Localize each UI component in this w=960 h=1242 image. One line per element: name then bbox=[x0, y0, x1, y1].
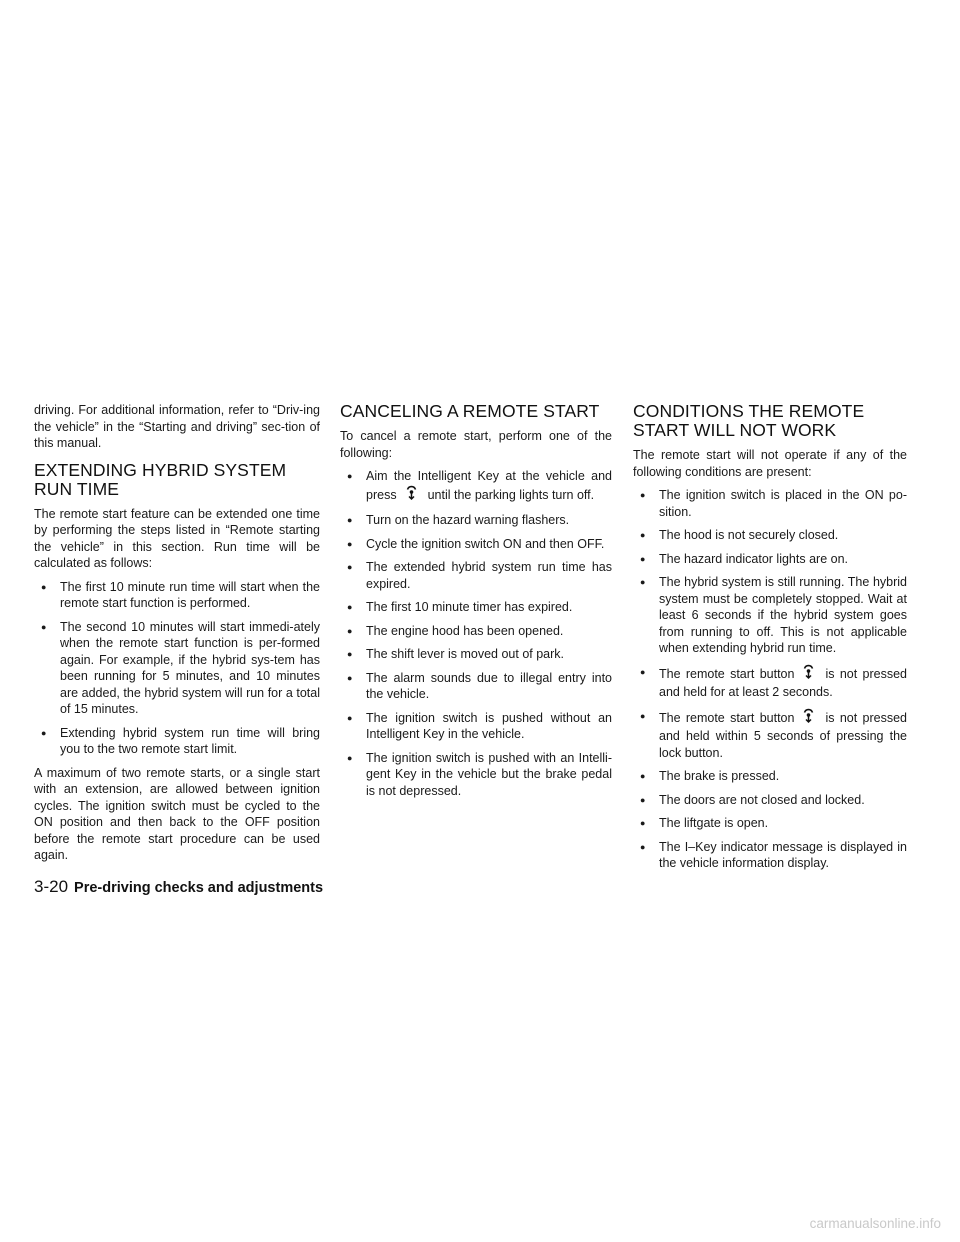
list-item: ● The hood is not securely closed. bbox=[633, 527, 907, 544]
list-item: ● The doors are not closed and locked. bbox=[633, 792, 907, 809]
maximum-starts-paragraph: A maximum of two remote starts, or a single start with an extension, are allowed between ignition cycles. The ignition switch must be cycled to the ON position and then back to the OFF position before the remote start procedure can be used again. bbox=[34, 765, 320, 862]
page-footer bbox=[34, 877, 323, 897]
list-item: ● The extended hybrid system run time has expired. bbox=[340, 559, 612, 592]
list-item: ● The hybrid system is still running. The hybrid system must be completely stopped. Wait at least 6 seconds if the hybrid system goes from running to off. This is not applicable when extending hybrid run time. bbox=[633, 574, 907, 657]
list-item: ● Extending hybrid system run time will bring you to the two remote start limit. bbox=[34, 725, 320, 758]
conditions-intro-paragraph: The remote start will not operate if any of the following conditions are present: bbox=[633, 448, 907, 479]
list-item: ● The brake is pressed. bbox=[633, 768, 907, 785]
list-item: ● The alarm sounds due to illegal entry into the vehicle. bbox=[340, 670, 612, 703]
list-item: ● The I–Key indicator message is displayed in the vehicle information display. bbox=[633, 839, 907, 872]
watermark: carmanualsonline.info bbox=[809, 1216, 941, 1231]
list-item-text: The remote start button bbox=[659, 666, 795, 681]
heading-extending-run-time: EXTENDING HYBRID SYSTEM RUN TIME bbox=[34, 459, 287, 499]
extending-list bbox=[34, 579, 320, 758]
column-1 bbox=[34, 402, 320, 864]
intro-paragraph: driving. For additional information, refer to “Driv-ing the vehicle” in the “Starting and driving” sec-tion of this manual. bbox=[34, 403, 320, 450]
list-item-text: is not pressed and held within 5 seconds of pressing the lock button. bbox=[659, 710, 907, 760]
list-item-text: until the parking lights turn off. bbox=[427, 487, 595, 502]
remote-start-icon bbox=[405, 485, 418, 506]
list-item: ● The shift lever is moved out of park. bbox=[340, 646, 612, 663]
page-number: 3-20 bbox=[34, 877, 69, 896]
section-title: Pre-driving checks and adjustments bbox=[74, 880, 324, 896]
list-item: ● The ignition switch is pushed with an Intelli-gent Key in the vehicle but the brake pedal is not depressed. bbox=[340, 750, 612, 800]
list-item: ● The ignition switch is placed in the ON po-sition. bbox=[633, 487, 907, 520]
list-item-text: Aim the Intelligent Key at the vehicle and press bbox=[366, 469, 612, 502]
list-item bbox=[340, 468, 612, 505]
list-item: ● The engine hood has been opened. bbox=[340, 623, 612, 640]
list-item: ● The hazard indicator lights are on. bbox=[633, 551, 907, 568]
remote-start-icon bbox=[802, 708, 815, 729]
column-3 bbox=[633, 402, 907, 872]
column-2 bbox=[340, 402, 612, 799]
list-item: ● Cycle the ignition switch ON and then OFF. bbox=[340, 536, 612, 553]
list-item-text: The remote start button bbox=[659, 710, 795, 725]
canceling-intro-paragraph: To cancel a remote start, perform one of the following: bbox=[340, 429, 612, 460]
canceling-list bbox=[340, 468, 612, 799]
list-item: ● The second 10 minutes will start immedi-ately when the remote start function is per-formed again. For example, if the hybrid sys-tem has been running for 5 minutes, and 10 minutes are added, the hybrid system will run for a total of 15 minutes. bbox=[34, 619, 320, 718]
conditions-list bbox=[633, 487, 907, 872]
list-item: ● The liftgate is open. bbox=[633, 815, 907, 832]
remote-start-icon bbox=[802, 664, 815, 685]
list-item: ● The first 10 minute run time will start when the remote start function is performed. bbox=[34, 579, 320, 612]
list-item bbox=[633, 708, 907, 762]
list-item: ● The ignition switch is pushed without an Intelligent Key in the vehicle. bbox=[340, 710, 612, 743]
list-item: ● Turn on the hazard warning flashers. bbox=[340, 512, 612, 529]
list-item: ● The first 10 minute timer has expired. bbox=[340, 599, 612, 616]
list-item bbox=[633, 664, 907, 701]
heading-canceling-remote-start: CANCELING A REMOTE START bbox=[340, 401, 600, 421]
heading-conditions-not-work: CONDITIONS THE REMOTE START WILL NOT WORK bbox=[633, 401, 865, 440]
extending-intro-paragraph: The remote start feature can be extended one time by performing the steps listed in “Remote starting the vehicle” in this section. Run time will be calculated as follows: bbox=[34, 506, 320, 570]
list-item-text: is not pressed and held for at least 2 seconds. bbox=[659, 666, 907, 699]
